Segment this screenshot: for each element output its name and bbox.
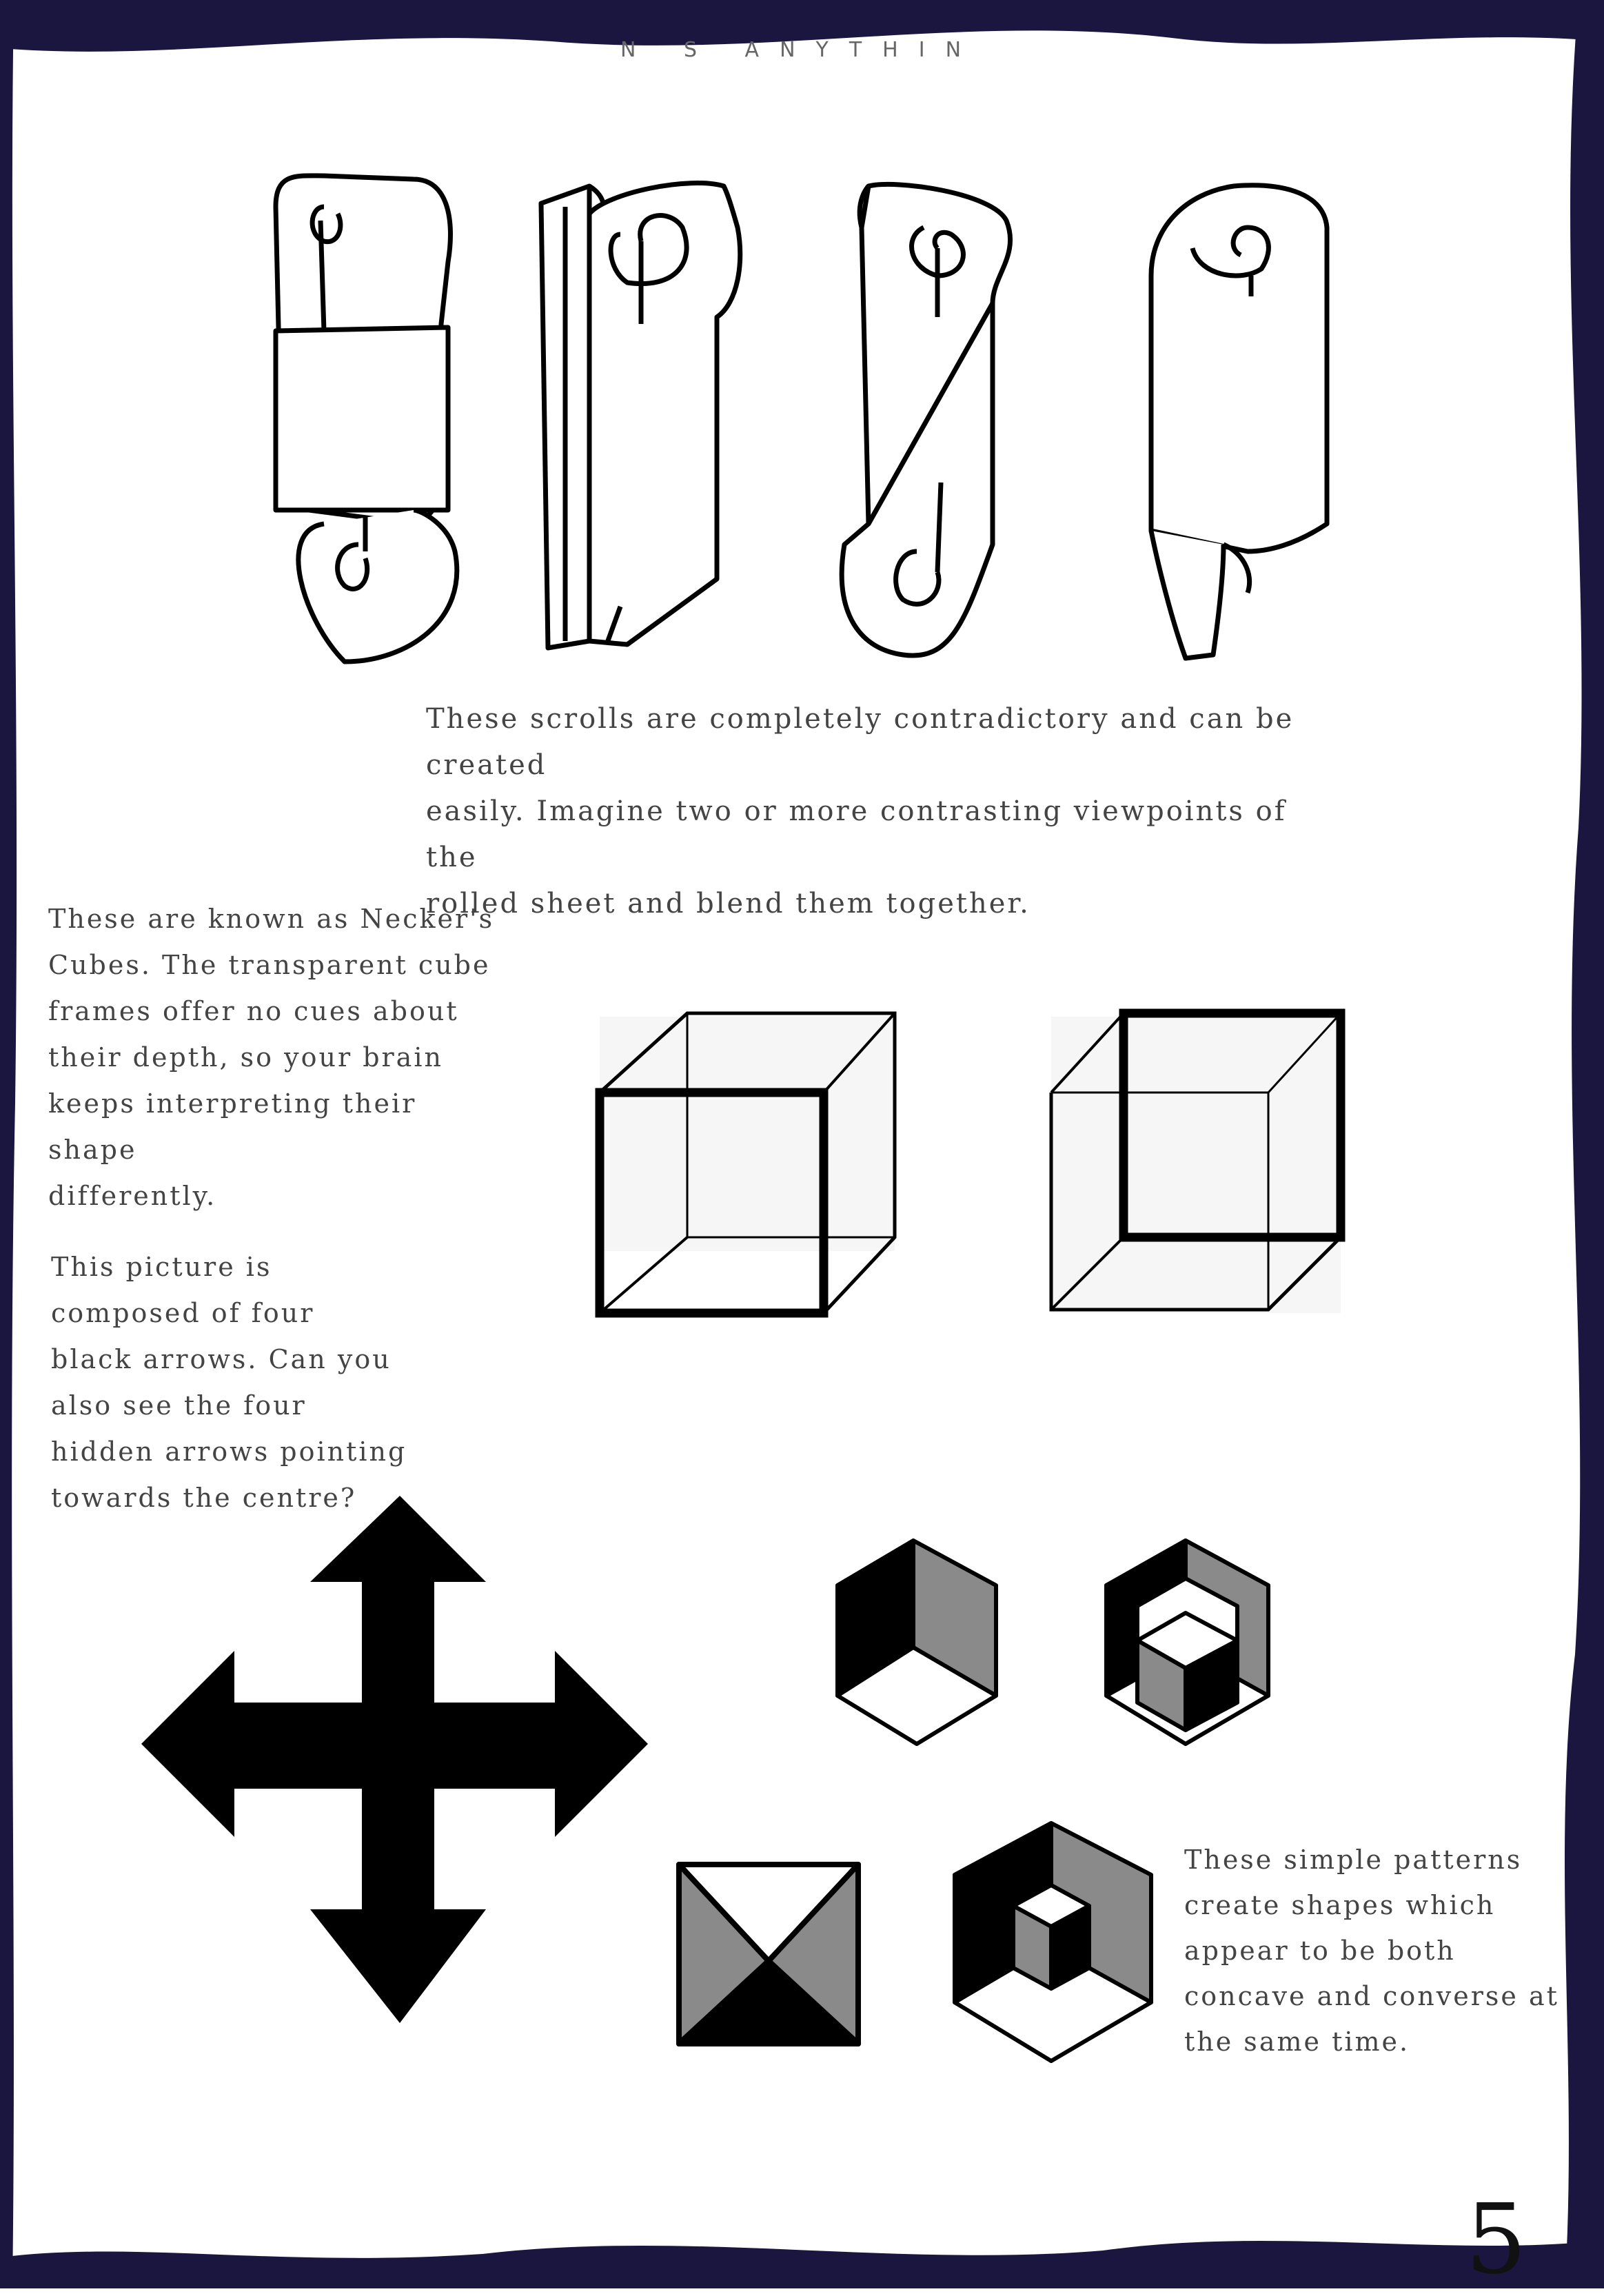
hexagon-cube-pattern-2: [1106, 1541, 1268, 1744]
scroll-illustration-1: [276, 176, 457, 662]
scroll-illustration-3: [842, 184, 1010, 656]
scroll-illustration-2: [541, 183, 740, 648]
running-header: N S ANYTHIN: [620, 38, 982, 62]
pyramid-square-pattern: [679, 1865, 858, 2044]
scrolls-caption: These scrolls are completely contradictory and can be created easily. Imagine two or more contrasting viewpoints of the rolled sheet and blend them together.: [426, 703, 1295, 920]
necker-cubes-caption: These are known as Necker's Cubes. The transparent cube frames offer no cues about their depth, so your brain keeps interpreting their shape differently.: [48, 904, 495, 1211]
hexagon-cube-pattern-3: [955, 1823, 1151, 2061]
hexagon-cube-pattern-1: [837, 1541, 996, 1744]
four-arrows-illustration: [141, 1496, 648, 2023]
necker-cube-2: [1051, 1013, 1341, 1313]
page-number: 5: [1465, 2184, 1527, 2296]
necker-cube-1: [600, 1013, 895, 1313]
patterns-caption: These simple patterns create shapes which appear to be both concave and converse at the same time.: [1184, 1845, 1559, 2057]
scroll-illustration-4: [1151, 185, 1327, 658]
arrows-caption: This picture is composed of four black arrows. Can you also see the four hidden arrows pointing towards the centre?: [51, 1252, 407, 1513]
